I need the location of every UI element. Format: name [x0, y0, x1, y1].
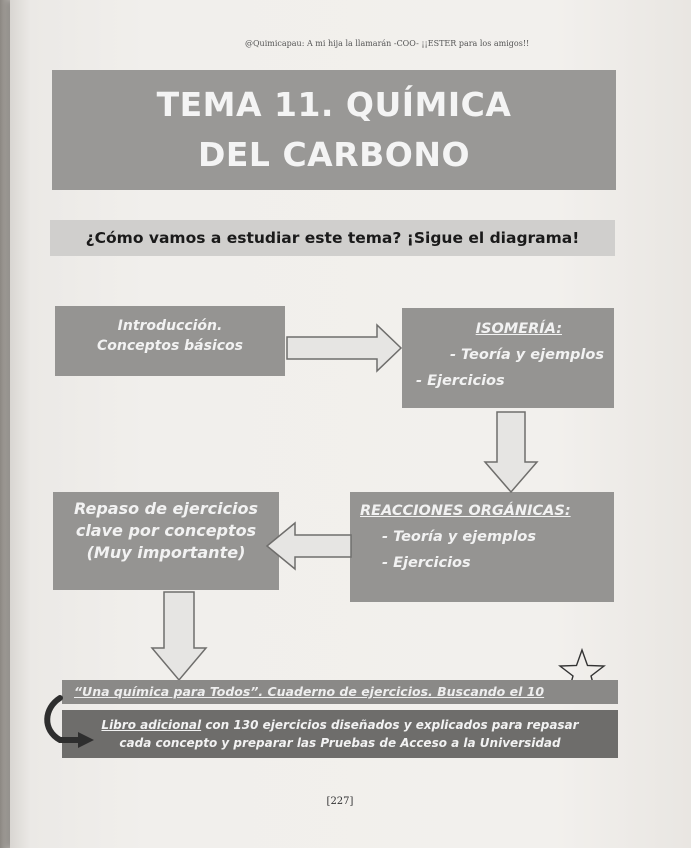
intro-line-1: Introducción.: [117, 318, 223, 334]
repaso-node: [53, 492, 279, 590]
arrow-right-icon: [285, 323, 403, 373]
isomeria-item-theory: - Teoría y ejemplos: [449, 347, 604, 363]
repaso-line-3: (Muy importante): [86, 543, 246, 562]
chapter-title-line-1: TEMA 11. QUÍMICA: [156, 85, 512, 124]
intro-node: [55, 306, 285, 376]
chapter-title-box: [52, 70, 616, 190]
reacciones-item-theory: - Teoría y ejemplos: [382, 529, 537, 545]
page-header: @Quimicapau: A mi hija la llamarán -COO- ¡¡ESTER para los amigos!!: [245, 39, 530, 48]
arrow-down-icon: [483, 410, 539, 494]
chapter-title-line-2: DEL CARBONO: [198, 135, 470, 174]
additional-book-line-1: [62, 716, 618, 734]
curved-arrow-icon: [40, 694, 100, 750]
workbook-banner: “Una química para Todos”. Cuaderno de ejercicios. Buscando el 10: [62, 680, 618, 704]
reacciones-item-exercises: - Ejercicios: [382, 555, 471, 571]
additional-book-line-2: cada concepto y preparar las Pruebas de Acceso a la Universidad: [119, 736, 561, 750]
intro-line-2: Conceptos básicos: [96, 338, 244, 354]
subtitle-text: ¿Cómo vamos a estudiar este tema? ¡Sigue el diagrama!: [85, 229, 580, 247]
isomeria-heading: ISOMERÍA:: [475, 321, 562, 337]
repaso-line-2: clave por conceptos: [75, 521, 257, 540]
additional-book-line-1-rest: con 130 ejercicios diseñados y explicados para repasar: [201, 718, 579, 732]
arrow-left-icon: [265, 521, 353, 571]
repaso-line-1: Repaso de ejercicios: [73, 499, 259, 518]
book-spine: [0, 0, 10, 848]
reacciones-heading: REACCIONES ORGÁNICAS:: [360, 503, 571, 519]
additional-book-banner: [62, 710, 618, 758]
reacciones-node: [350, 492, 614, 602]
page-number: [227]: [326, 796, 354, 807]
isomeria-item-exercises: - Ejercicios: [416, 373, 505, 389]
subtitle-box: [50, 220, 615, 256]
arrow-down-icon: [150, 590, 208, 682]
additional-book-link-text: Libro adicional: [101, 718, 202, 732]
isomeria-node: [402, 308, 614, 408]
